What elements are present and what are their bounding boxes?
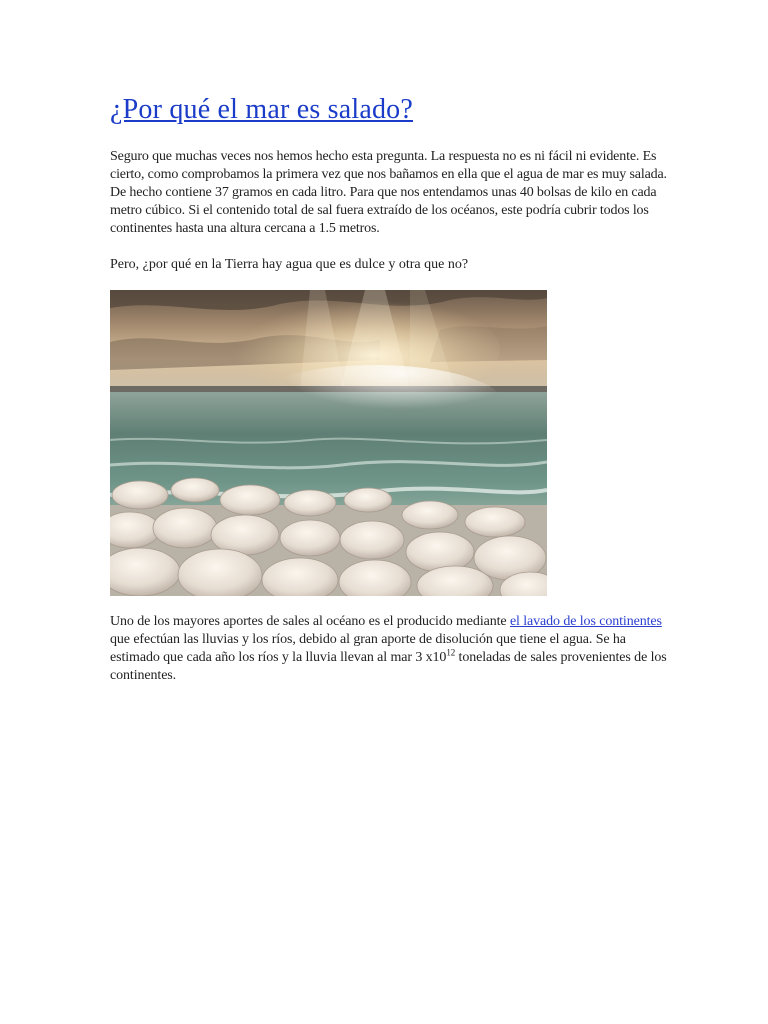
question-paragraph: Pero, ¿por qué en la Tierra hay agua que es dulce y otra que no?: [110, 257, 469, 272]
p3-text-middle: que efectúan las lluvias y los ríos, debido al gran aporte de disolución que tiene el agua. Se ha estimado que cada año los ríos y la lluvia llevan al mar 3 x10: [110, 632, 626, 665]
continent-washing-link[interactable]: el lavado de los continentes: [509, 614, 662, 629]
intro-paragraph: Seguro que muchas veces nos hemos hecho esta pregunta. La respuesta no es ni fácil ni evidente. Es cierto, como comprobamos la primera vez que nos bañamos en ella que el agua de mar es muy salada. De hecho contiene 37 gramos en cada litro. Para que nos entendamos unas 40 bolsas de kilo en cada metro cúbico. Si el contenido total de sal fuera extraído de los océanos, este podría cubrir todos los continentes hasta una altura cercana a 1.5 metros.: [110, 149, 667, 236]
salt-sea-shore-photo: [110, 290, 547, 596]
exponent: 12: [446, 647, 456, 658]
p3-text-end: toneladas de sales provenientes de los continentes.: [110, 650, 667, 683]
p3-text-start: Uno de los mayores aportes de sales al océano es el producido mediante: [110, 614, 510, 629]
document-page: [110, 92, 670, 685]
article-title[interactable]: ¿Por qué el mar es salado?: [110, 94, 413, 125]
sources-paragraph: [110, 613, 670, 685]
